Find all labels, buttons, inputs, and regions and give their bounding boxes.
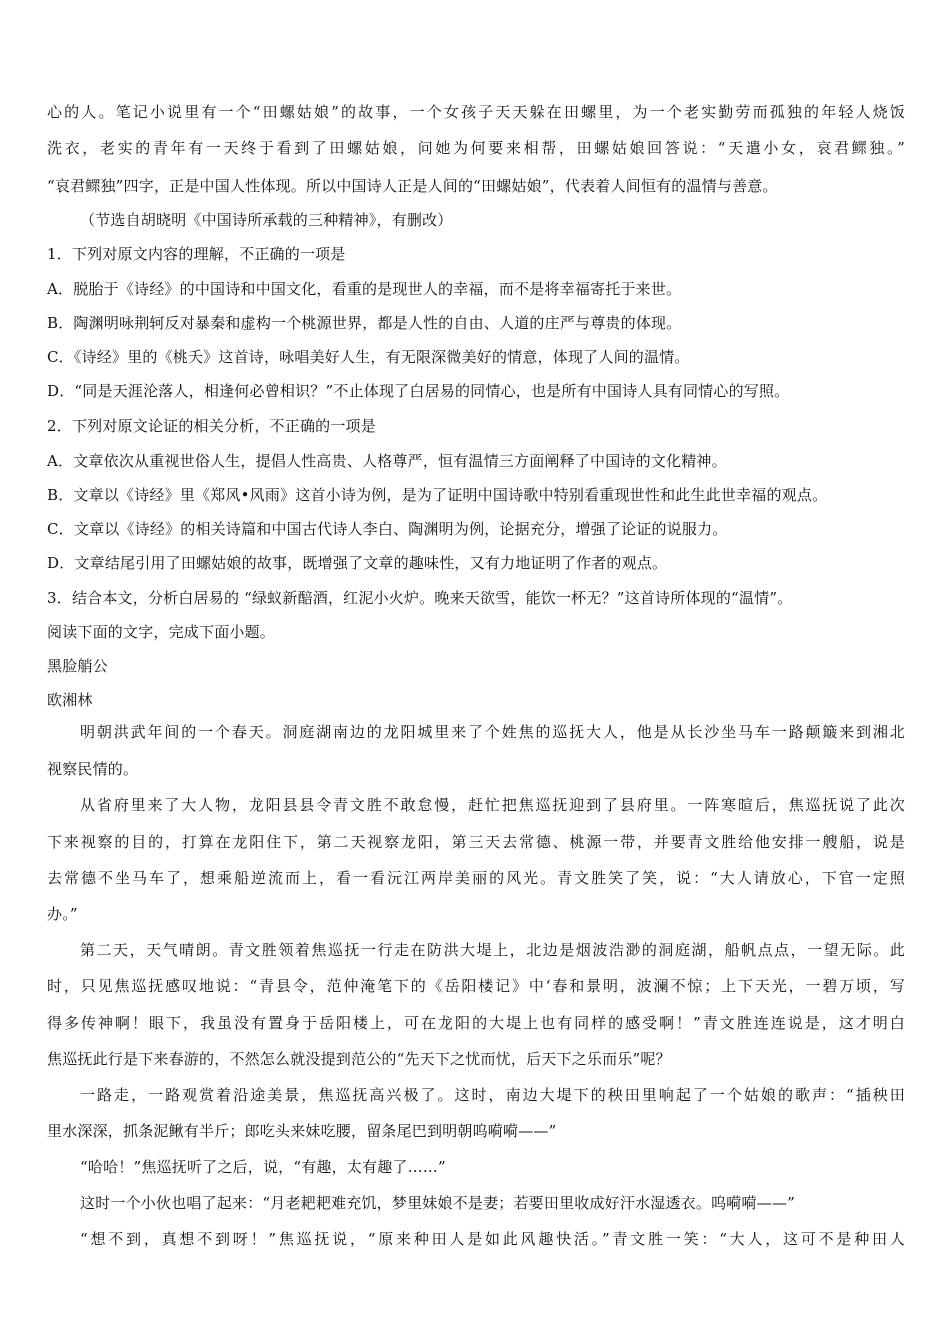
passage-source: （节选自胡晓明《中国诗所承载的三种精神》，有删改） bbox=[80, 211, 453, 229]
story-line: 下来视察的目的，打算在龙阳住下，第二天视察龙阳，第三天去常德、桃源一带，并要青文胜给他安排一艘船，说是 bbox=[47, 833, 905, 851]
question-1-option-d: D．“同是天涯沦落人，相逢何必曾相识？”不止体现了白居易的同情心，也是所有中国诗人具有同情心的写照。 bbox=[47, 382, 790, 400]
question-2-option-a: A．文章依次从重视世俗人生，提倡人性高贵、人格尊严，恒有温情三方面阐释了中国诗的文化精神。 bbox=[47, 452, 727, 470]
passage-line: “哀君鳏独”四字，正是中国人性体现。所以中国诗人正是人间的“田螺姑娘”，代表着人间恒有的温情与善意。 bbox=[47, 177, 778, 195]
reading-instruction: 阅读下面的文字，完成下面小题。 bbox=[47, 623, 276, 641]
story-author: 欧湘林 bbox=[47, 691, 93, 709]
story-line: 一路走，一路观赏着沿途美景，焦巡抚高兴极了。这时，南边大堤下的秧田里响起了一个姑娘的歌声：“插秧田 bbox=[80, 1086, 905, 1104]
story-line: “哈哈！”焦巡抚听了之后，说，“有趣，太有趣了……” bbox=[80, 1158, 446, 1176]
story-line: 第二天，天气晴朗。青文胜领着焦巡抚一行走在防洪大堤上，北边是烟波浩渺的洞庭湖，船帆点点，一望无际。此 bbox=[80, 941, 905, 959]
question-2-option-d: D．文章结尾引用了田螺姑娘的故事，既增强了文章的趣味性，又有力地证明了作者的观点。 bbox=[47, 554, 668, 572]
story-line: “想不到，真想不到呀！”焦巡抚说，“原来种田人是如此风趣快活。”青文胜一笑：“大人，这可不是种田人 bbox=[80, 1230, 905, 1248]
story-line: 里水深深，抓条泥鳅有半斤；郎吃头来妹吃腰，留条尾巴到明朝呜嗬嗬——” bbox=[47, 1122, 557, 1140]
story-line: 去常德不坐马车了，想乘船逆流而上，看一看沅江两岸美丽的风光。青文胜笑了笑，说：“大人请放心，下官一定照 bbox=[47, 869, 905, 887]
question-1-stem: 1．下列对原文内容的理解，不正确的一项是 bbox=[47, 245, 346, 263]
story-line: 办。” bbox=[47, 905, 78, 923]
story-line: 从省府里来了大人物，龙阳县县令青文胜不敢怠慢，赶忙把焦巡抚迎到了县府里。一阵寒暄后，焦巡抚说了此次 bbox=[80, 796, 905, 814]
story-line: 视察民情的。 bbox=[47, 760, 139, 778]
question-1-option-a: A．脱胎于《诗经》的中国诗和中国文化，看重的是现世人的幸福，而不是将幸福寄托于来世。 bbox=[47, 280, 682, 298]
story-line: 时，只见焦巡抚感叹地说：“青县令，范仲淹笔下的《岳阳楼记》中‘春和景明，波澜不惊；上下天光，一碧万顷，写 bbox=[47, 977, 905, 995]
question-1-option-c: C．《诗经》里的《桃夭》这首诗，咏唱美好人生，有无限深微美好的情意，体现了人间的温情。 bbox=[47, 348, 690, 366]
story-line: 这时一个小伙也唱了起来：“月老耙耙难充饥，梦里妹娘不是妻；若要田里收成好汗水湿透衣。呜嗬嗬——” bbox=[80, 1194, 795, 1212]
passage-line: 洗衣，老实的青年有一天终于看到了田螺姑娘，问她为何要来相帮，田螺姑娘回答说：“天遣小女，哀君鳏独。” bbox=[47, 139, 905, 157]
question-3-stem: 3．结合本文，分析白居易的 “绿蚁新醅酒，红泥小火炉。晚来天欲雪，能饮一杯无？”这首诗所体现的“温情”。 bbox=[47, 589, 793, 607]
story-line: 得多传神啊！眼下，我虽没有置身于岳阳楼上，可在龙阳的大堤上也有同样的感受啊！”青文胜连连说是，这才明白 bbox=[47, 1014, 905, 1032]
story-line: 明朝洪武年间的一个春天。洞庭湖南边的龙阳城里来了个姓焦的巡抚大人，他是从长沙坐马车一路颠簸来到湘北 bbox=[80, 723, 905, 741]
story-line: 焦巡抚此行是下来春游的，不然怎么就没提到范公的“先天下之忧而忧，后天下之乐而乐”呢？ bbox=[47, 1050, 671, 1068]
story-title: 黑脸艄公 bbox=[47, 657, 108, 675]
question-2-stem: 2．下列对原文论证的相关分析，不正确的一项是 bbox=[47, 417, 376, 435]
passage-line: 心的人。笔记小说里有一个“田螺姑娘”的故事，一个女孩子天天躲在田螺里，为一个老实勤劳而孤独的年轻人烧饭 bbox=[47, 103, 905, 121]
question-2-option-c: C．文章以《诗经》的相关诗篇和中国古代诗人李白、陶渊明为例，论据充分，增强了论证的说服力。 bbox=[47, 520, 728, 538]
question-2-option-b: B．文章以《诗经》里《郑风•风雨》这首小诗为例，是为了证明中国诗歌中特别看重现世性和此生此世幸福的观点。 bbox=[47, 486, 828, 504]
question-1-option-b: B．陶渊明咏荆轲反对暴秦和虚构一个桃源世界，都是人性的自由、人道的庄严与尊贵的体现。 bbox=[47, 314, 682, 332]
